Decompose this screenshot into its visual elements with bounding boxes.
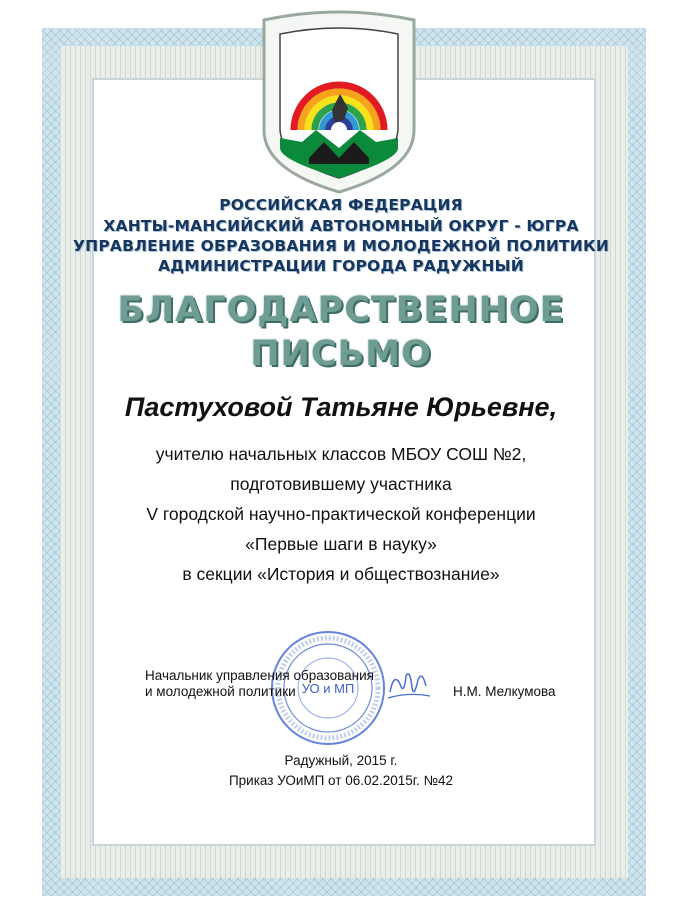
body-line-4: «Первые шаги в науку» (245, 534, 437, 554)
body-line-1: учителю начальных классов МБОУ СОШ №2, (155, 444, 527, 464)
stamp-text: УО и МП (301, 681, 355, 696)
header-line-1: РОССИЙСКАЯ ФЕДЕРАЦИЯ (219, 196, 463, 214)
signatory-position-line-2: и молодежной политики (145, 684, 296, 699)
body-line-2: подготовившему участника (230, 474, 452, 494)
document-title-line-1: БЛАГОДАРСТВЕННОЕ (117, 290, 565, 330)
body-line-5: в секции «История и обществознание» (182, 564, 500, 584)
handwritten-signature (384, 662, 434, 710)
order-reference: Приказ УОиМП от 06.02.2015г. №42 (228, 773, 454, 788)
signatory-name: Н.М. Мелкумова (453, 684, 556, 699)
recipient-name: Пастуховой Татьяне Юрьевне, (124, 392, 558, 422)
place-date: Радужный, 2015 г. (284, 753, 398, 768)
body-line-3: V городской научно-практической конференции (146, 504, 536, 524)
signatory-position-line-1: Начальник управления образования (145, 668, 374, 683)
header-line-3: УПРАВЛЕНИЕ ОБРАЗОВАНИЯ И МОЛОДЕЖНОЙ ПОЛИТИКИ (73, 237, 609, 255)
document-title-line-2: ПИСЬМО (250, 334, 432, 374)
header-line-2: ХАНТЫ-МАНСИЙСКИЙ АВТОНОМНЫЙ ОКРУГ - ЮГРА (103, 217, 579, 235)
city-emblem-icon (254, 10, 424, 196)
header-line-4: АДМИНИСТРАЦИИ ГОРОДА РАДУЖНЫЙ (158, 257, 524, 275)
